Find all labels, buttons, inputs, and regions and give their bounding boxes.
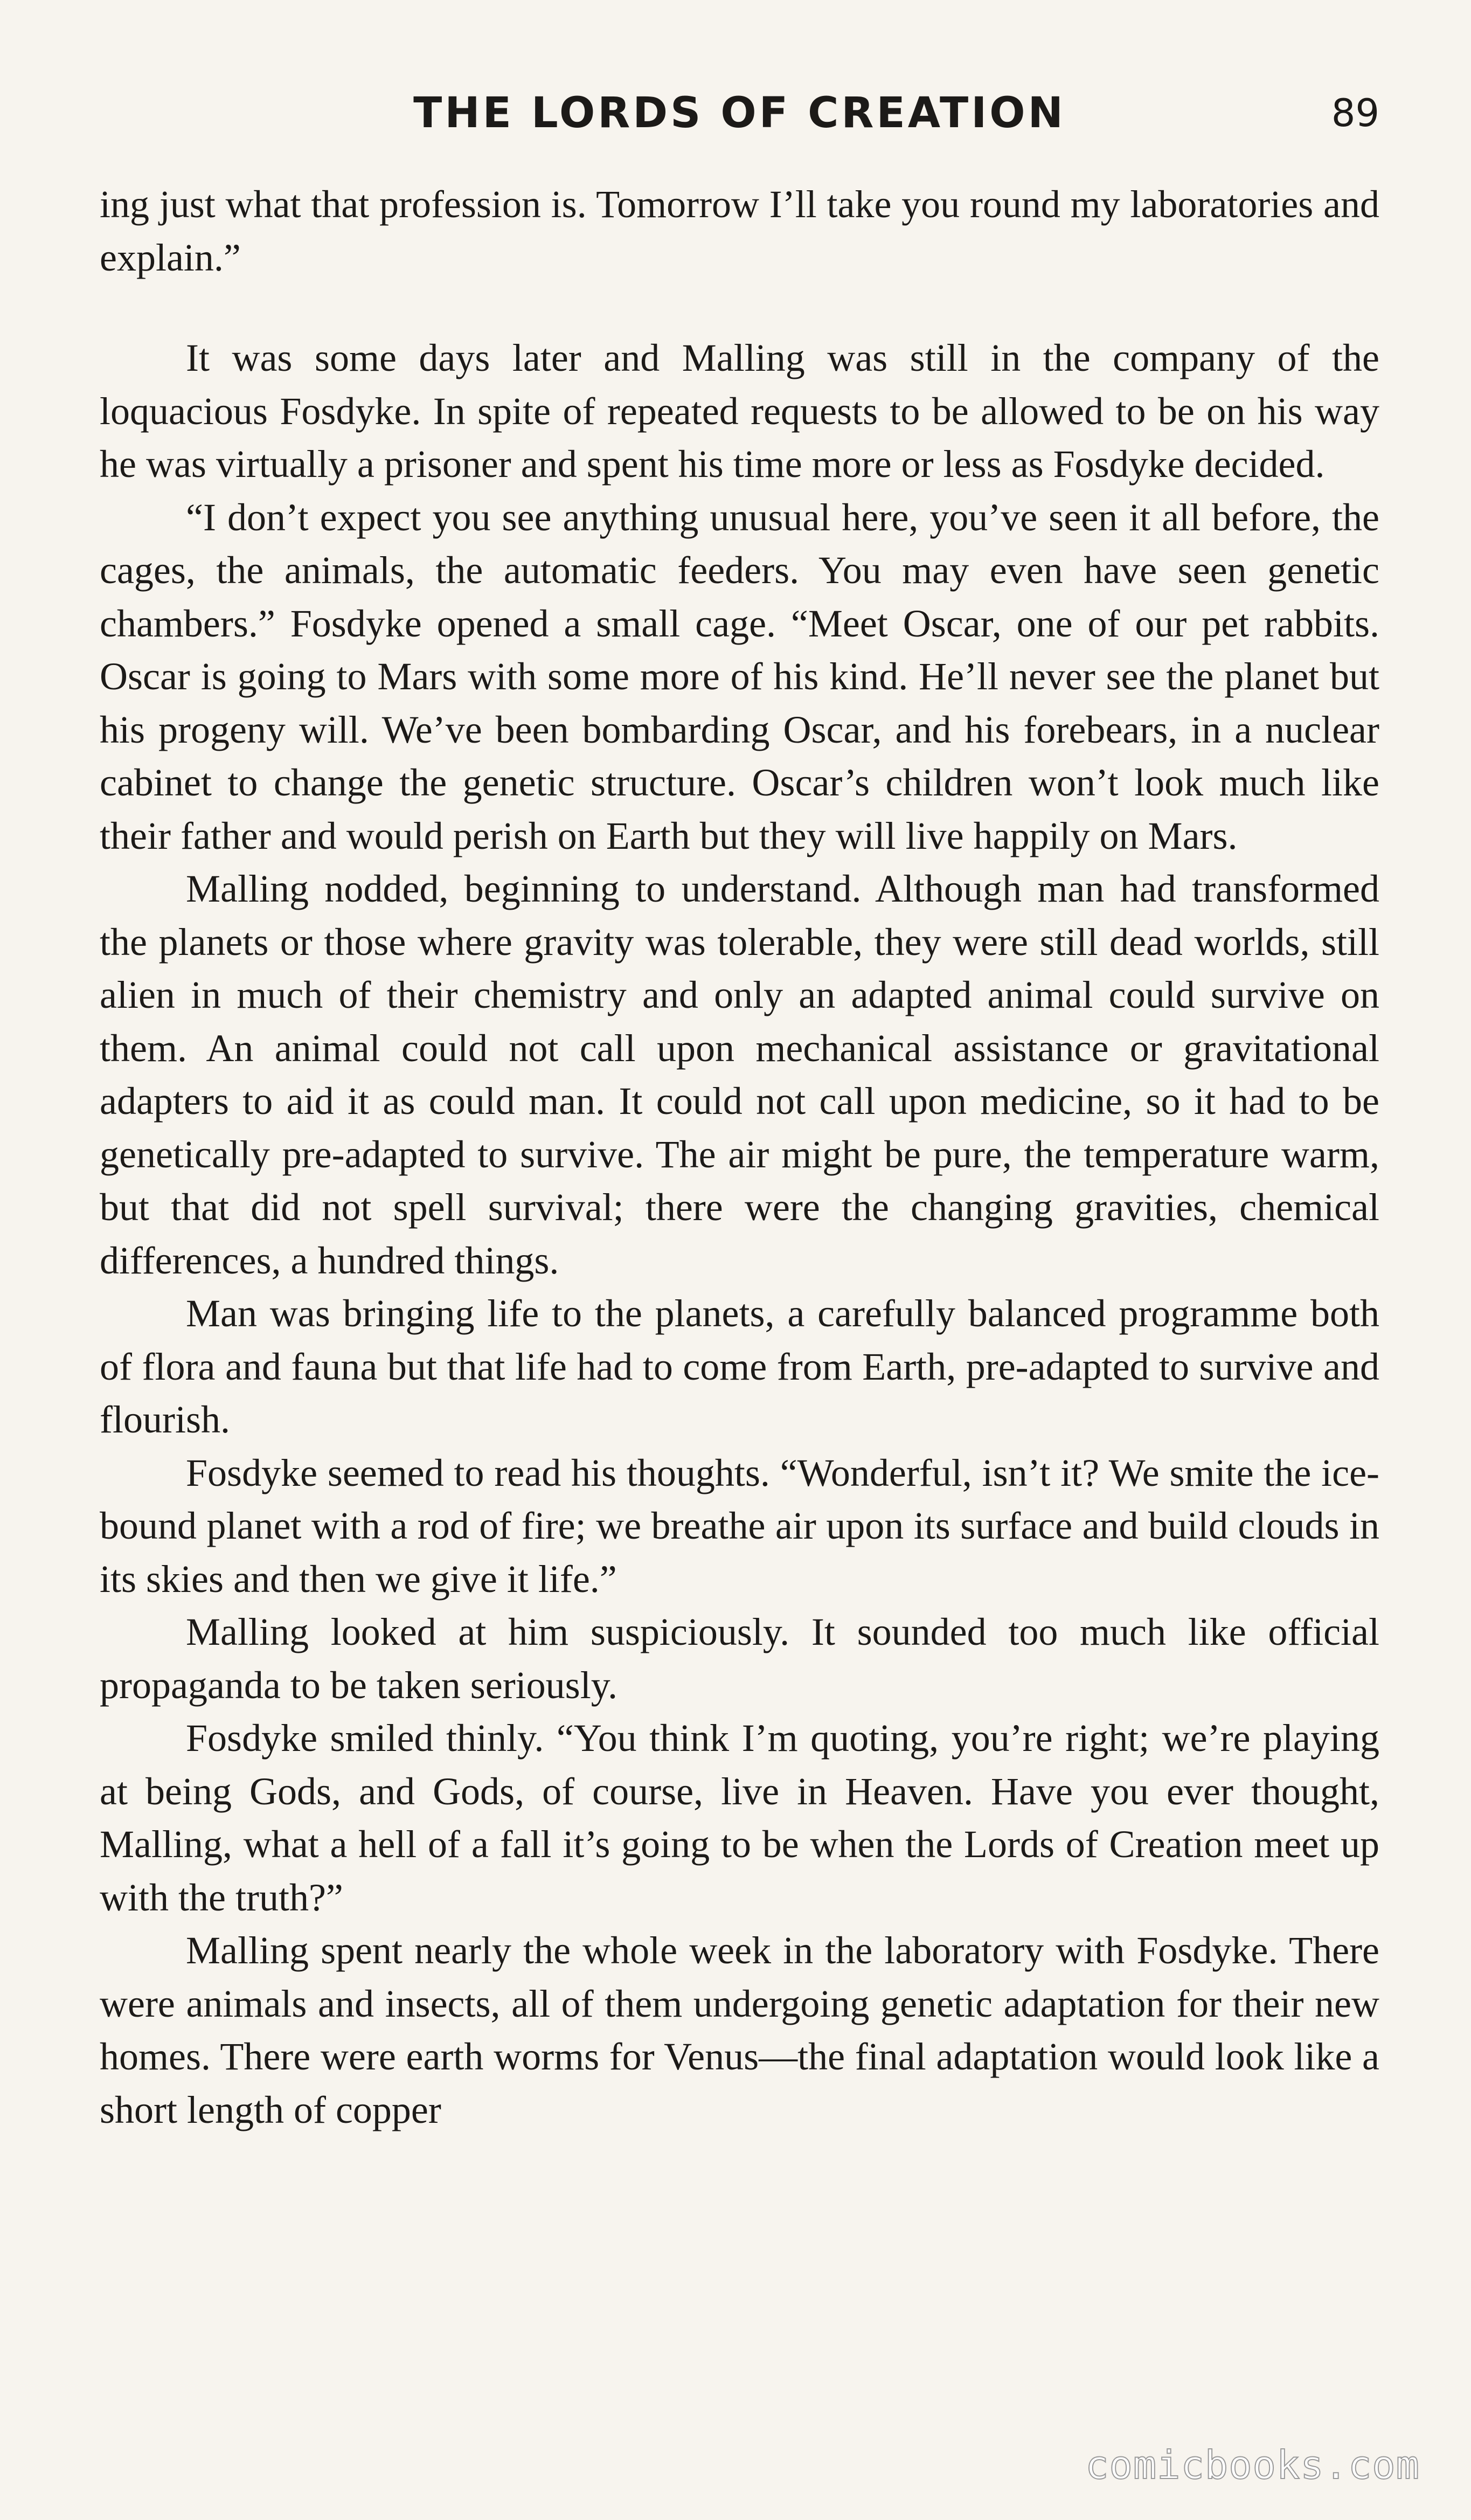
page-number: 89 [1331,91,1379,135]
page-header [100,81,1379,146]
paragraph-5: Man was bringing life to the planets, a carefully balanced programme both of flora and fauna but that life had to come from Earth, pre-adapted to survive and flourish. [100,1292,1379,1441]
paragraph-1: ing just what that profession is. Tomorrow I’ll take you round my laboratories and explain.” [100,183,1379,279]
paragraph-9: Malling spent nearly the whole week in the laboratory with Fosdyke. There were animals and insects, all of them undergoing genetic adaptation for their new homes. There were earth worms for Venus—the final adaptation would look like a short length of copper [100,1929,1379,2131]
paragraph-6: Fosdyke seemed to read his thoughts. “Wonderful, isn’t it? We smite the ice-bound planet with a rod of fire; we breathe air upon its surface and build clouds in its skies and then we give it life.” [100,1451,1379,1601]
paragraph-3: “I don’t expect you see anything unusual here, you’ve seen it all before, the cages, the animals, the automatic feeders. You may even have seen genetic chambers.” Fosdyke opened a small cage. “Meet Oscar, one of our pet rabbits. Oscar is going to Mars with some more of his kind. He’ll never see the planet but his progeny will. We’ve been bombarding Oscar, and his forebears, in a nuclear cabinet to change the genetic structure. Oscar’s children won’t look much like their father and would perish on Earth but they will live happily on Mars. [100,495,1379,857]
running-title: THE LORDS OF CREATION [413,89,1066,137]
paragraph-8: Fosdyke smiled thinly. “You think I’m quoting, you’re right; we’re playing at being Gods, and Gods, of course, live in Heaven. Have you ever thought, Malling, what a hell of a fall it’s going to be when the Lords of Creation meet up with the truth?” [100,1716,1379,1919]
paragraph-2: It was some days later and Malling was still in the company of the loquacious Fosdyke. In spite of repeated requests to be allowed to be on his way he was virtually a prisoner and spent his time more or less as Fosdyke decided. [100,336,1379,486]
paragraph-7: Malling looked at him suspiciously. It sounded too much like official propaganda to be taken seriously. [100,1610,1379,1707]
watermark-text: comicbooks.com [1085,2442,1420,2488]
body-text [100,178,1379,2136]
paragraph-4: Malling nodded, beginning to understand. Although man had transformed the planets or those where gravity was tolerable, they were still dead worlds, still alien in much of their chemistry and only an adapted animal could survive on them. An animal could not call upon mechanical assistance or gravitational adapters to aid it as could man. It could not call upon medicine, so it had to be genetically pre-adapted to survive. The air might be pure, the temperature warm, but that did not spell survival; there were the changing gravities, chemical differences, a hundred things. [100,867,1379,1282]
